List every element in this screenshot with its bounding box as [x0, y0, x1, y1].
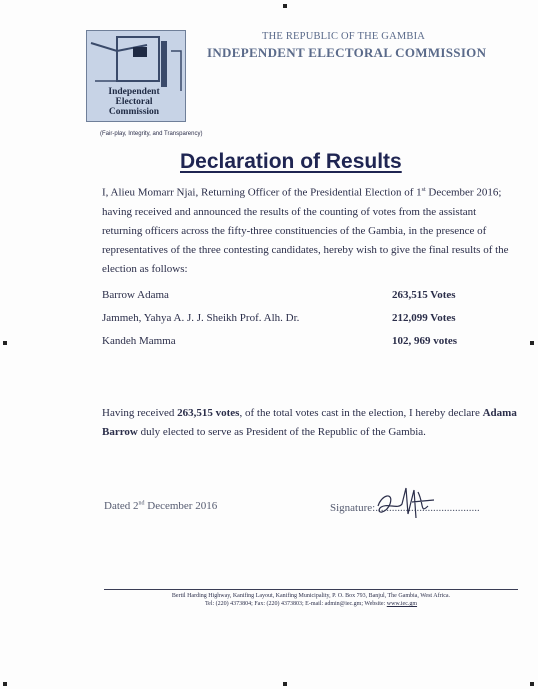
date-text: December 2016 [144, 500, 218, 512]
intro-text: I, Alieu Momarr Njai, Returning Officer of the Presidential Election of 1 [102, 186, 422, 199]
footer-website-link[interactable]: www.iec.gm [386, 601, 418, 607]
intro-text: December 2016; having received and announced the results of the counting of votes from the assistant returning officers across the fifty-three constituencies of the Gambia, in the presence of representatives of the three contesting candidates, hereby wish to give the final results of the election as follows: [102, 186, 509, 275]
footer-contact [104, 600, 518, 608]
footer-divider [104, 589, 518, 590]
logo-text [95, 87, 173, 117]
results-list [102, 285, 480, 354]
scan-mark [3, 682, 7, 686]
scan-mark [530, 341, 534, 345]
logo-line: Independent [108, 87, 160, 97]
declaration-text: Having received [102, 407, 178, 419]
footer [104, 592, 518, 608]
result-row [102, 308, 480, 331]
document-title: Declaration of Results [180, 150, 402, 173]
candidate-name: Barrow Adama [102, 289, 169, 301]
scan-mark [283, 4, 287, 8]
scan-mark [530, 682, 534, 686]
candidate-name: Kandeh Mamma [102, 335, 176, 347]
footer-address: Bertil Harding Highway, Kanifing Layout, Kanifing Municipality, P. O. Box 793, Banjul, The Gambia, West Africa. [171, 593, 451, 599]
date-line [104, 500, 217, 512]
result-row [102, 285, 480, 308]
vote-count: 212,099 Votes [392, 312, 456, 324]
result-row [102, 331, 480, 354]
date-text: Dated 2 [104, 500, 139, 512]
scan-mark [3, 341, 7, 345]
vote-count: 263,515 Votes [392, 289, 456, 301]
winning-votes: 263,515 votes [177, 407, 240, 419]
intro-paragraph [102, 181, 514, 279]
candidate-name: Jammeh, Yahya A. J. J. Sheikh Prof. Alh. Dr. [102, 312, 300, 324]
winner-name: Adama Barrow [102, 407, 517, 438]
logo-line: Commission [108, 107, 160, 117]
ordinal-suffix: nd [138, 500, 145, 507]
signature-line [330, 502, 480, 514]
commission-heading: INDEPENDENT ELECTORAL COMMISSION [207, 45, 487, 60]
handwritten-signature [372, 484, 442, 524]
declaration-text: duly elected to serve as President of the Republic of the Gambia. [137, 426, 426, 438]
ordinal-suffix: st [421, 187, 426, 193]
declaration-text: , of the total votes cast in the election, I hereby declare [239, 407, 483, 419]
tagline: (Fair-play, Integrity, and Transparency) [100, 131, 203, 137]
footer-contact-text: Tel: (220) 4373804; Fax: (220) 4373803; E-mail: admin@iec.gm; Website: [204, 601, 387, 607]
declaration-paragraph [102, 404, 520, 442]
vote-count: 102, 969 votes [392, 335, 458, 347]
signature-label: Signature:...................................... [330, 502, 480, 514]
republic-heading: THE REPUBLIC OF THE GAMBIA [262, 31, 426, 42]
iec-logo [86, 30, 186, 122]
scan-mark [283, 682, 287, 686]
logo-line: Electoral [115, 97, 153, 107]
